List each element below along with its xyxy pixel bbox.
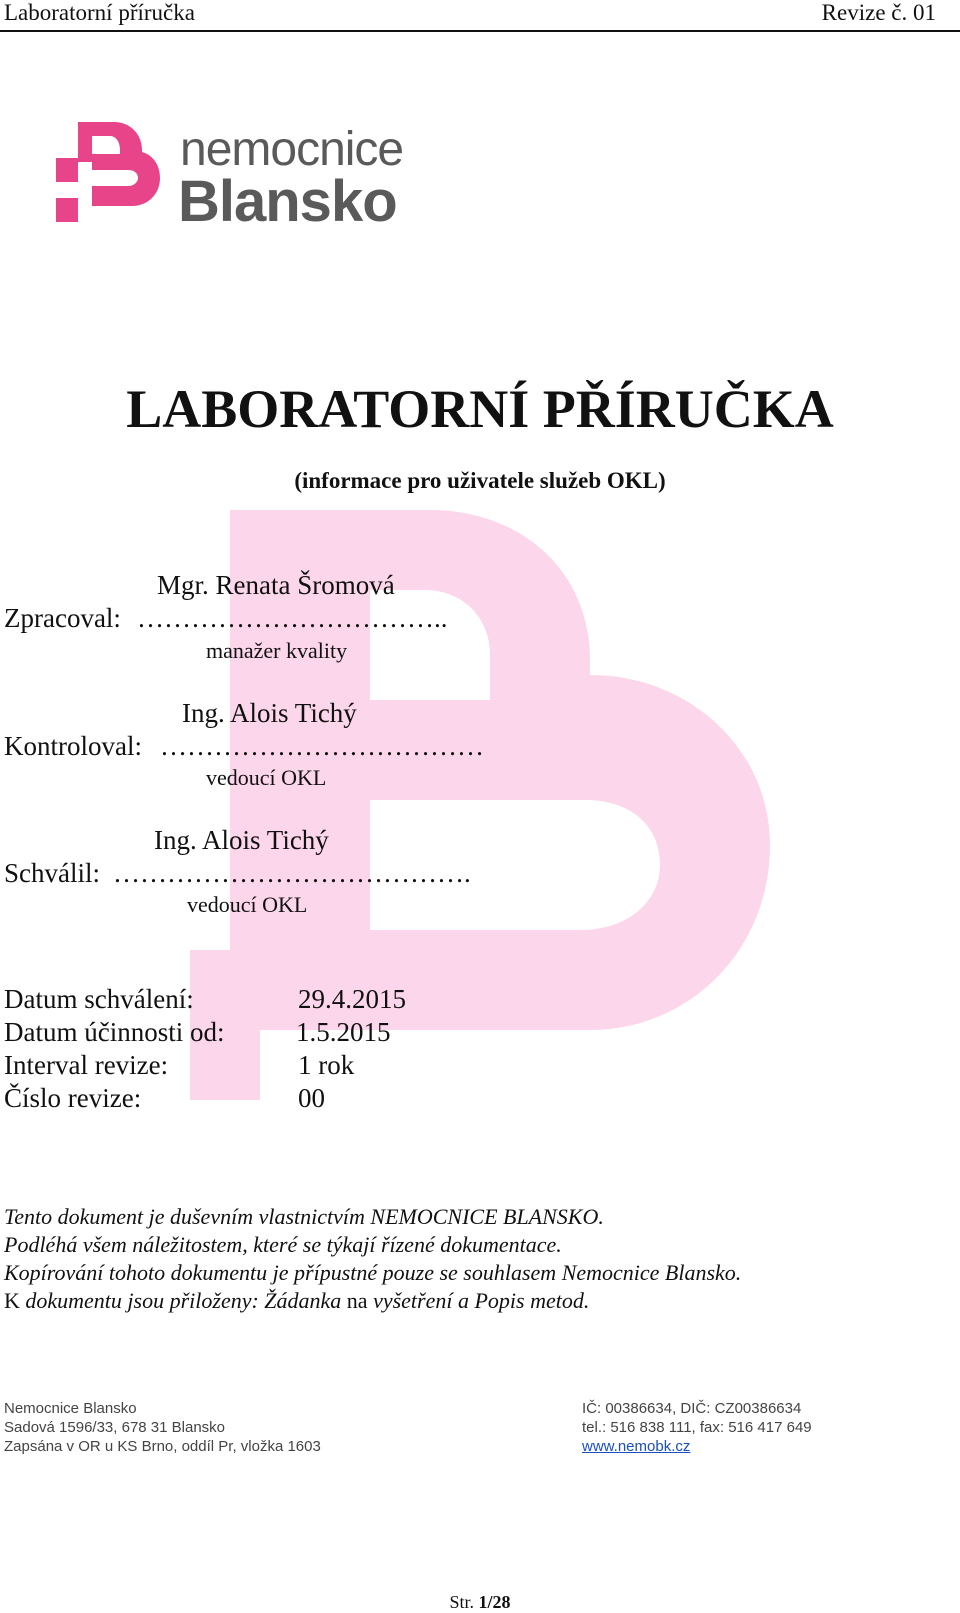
- signature-3-name: Ing. Alois Tichý: [154, 825, 329, 855]
- notice-line-1: Tento dokument je duševním vlastnictvím NEMOCNICE BLANSKO.: [4, 1204, 604, 1229]
- revision-number-label: Číslo revize:: [4, 1083, 142, 1113]
- logo-mark-icon: [56, 122, 160, 226]
- notice-line-4-methods: vyšetření a Popis metod.: [373, 1288, 590, 1313]
- footer-address: [4, 1399, 321, 1456]
- notice-line-4-na: na: [346, 1288, 368, 1313]
- footer-contact: [582, 1399, 812, 1456]
- footer-ids: IČ: 00386634, DIČ: CZ00386634: [582, 1400, 802, 1417]
- signature-1-line: ……………………………..: [137, 603, 448, 633]
- signature-2-line: ………………………………: [160, 731, 484, 761]
- hospital-logo: [56, 122, 436, 242]
- signature-1-label: Zpracoval:: [4, 603, 121, 633]
- page-number-value: 1/28: [478, 1592, 511, 1612]
- signature-3-line: ………………………………….: [113, 858, 471, 888]
- notice-line-3: Kopírování tohoto dokumentu je přípustné pouze se souhlasem Nemocnice Blansko.: [4, 1260, 742, 1285]
- signature-3-role: vedoucí OKL: [187, 892, 308, 917]
- notice-line-4-attachments: dokumentu jsou přiloženy: Žádanka: [25, 1288, 342, 1313]
- signature-1-name: Mgr. Renata Šromová: [157, 570, 395, 600]
- header-doc-name: Laboratorní příručka: [4, 0, 195, 25]
- effective-date-value: 1.5.2015: [296, 1017, 391, 1047]
- logo-text-blansko: Blansko: [178, 169, 397, 234]
- footer-street: Sadová 1596/33, 678 31 Blansko: [4, 1419, 226, 1436]
- revision-interval-value: 1 rok: [298, 1050, 355, 1080]
- approval-date-label: Datum schválení:: [4, 984, 194, 1014]
- notice-line-2: Podléhá všem náležitostem, které se týkají řízené dokumentace.: [4, 1232, 562, 1257]
- footer-phone: tel.: 516 838 111, fax: 516 417 649: [582, 1419, 812, 1436]
- header-divider: [0, 30, 960, 32]
- logo-text-nemocnice: nemocnice: [180, 123, 404, 176]
- effective-date-label: Datum účinnosti od:: [4, 1017, 225, 1047]
- footer-company: Nemocnice Blansko: [4, 1400, 137, 1417]
- document-subtitle: (informace pro uživatele služeb OKL): [294, 468, 666, 493]
- signature-3-label: Schválil:: [4, 858, 100, 888]
- signature-2-role: vedoucí OKL: [206, 765, 327, 790]
- notice-line-4: [4, 1288, 589, 1314]
- signature-2-name: Ing. Alois Tichý: [182, 698, 357, 728]
- footer-registry: Zapsána v OR u KS Brno, oddíl Pr, vložka 1603: [4, 1438, 321, 1455]
- signature-2-label: Kontroloval:: [4, 731, 142, 761]
- signature-1-role: manažer kvality: [206, 638, 348, 663]
- approval-date-value: 29.4.2015: [298, 984, 406, 1014]
- header-revision: Revize č. 01: [821, 0, 936, 25]
- page-number-label: Str.: [449, 1592, 474, 1612]
- notice-line-4-k: K: [4, 1288, 20, 1313]
- revision-interval-label: Interval revize:: [4, 1050, 169, 1080]
- footer-website-link[interactable]: www.nemobk.cz: [582, 1438, 691, 1455]
- revision-number-value: 00: [298, 1083, 325, 1113]
- document-title: LABORATORNÍ PŘÍRUČKA: [126, 379, 834, 439]
- page-number: [0, 1592, 960, 1613]
